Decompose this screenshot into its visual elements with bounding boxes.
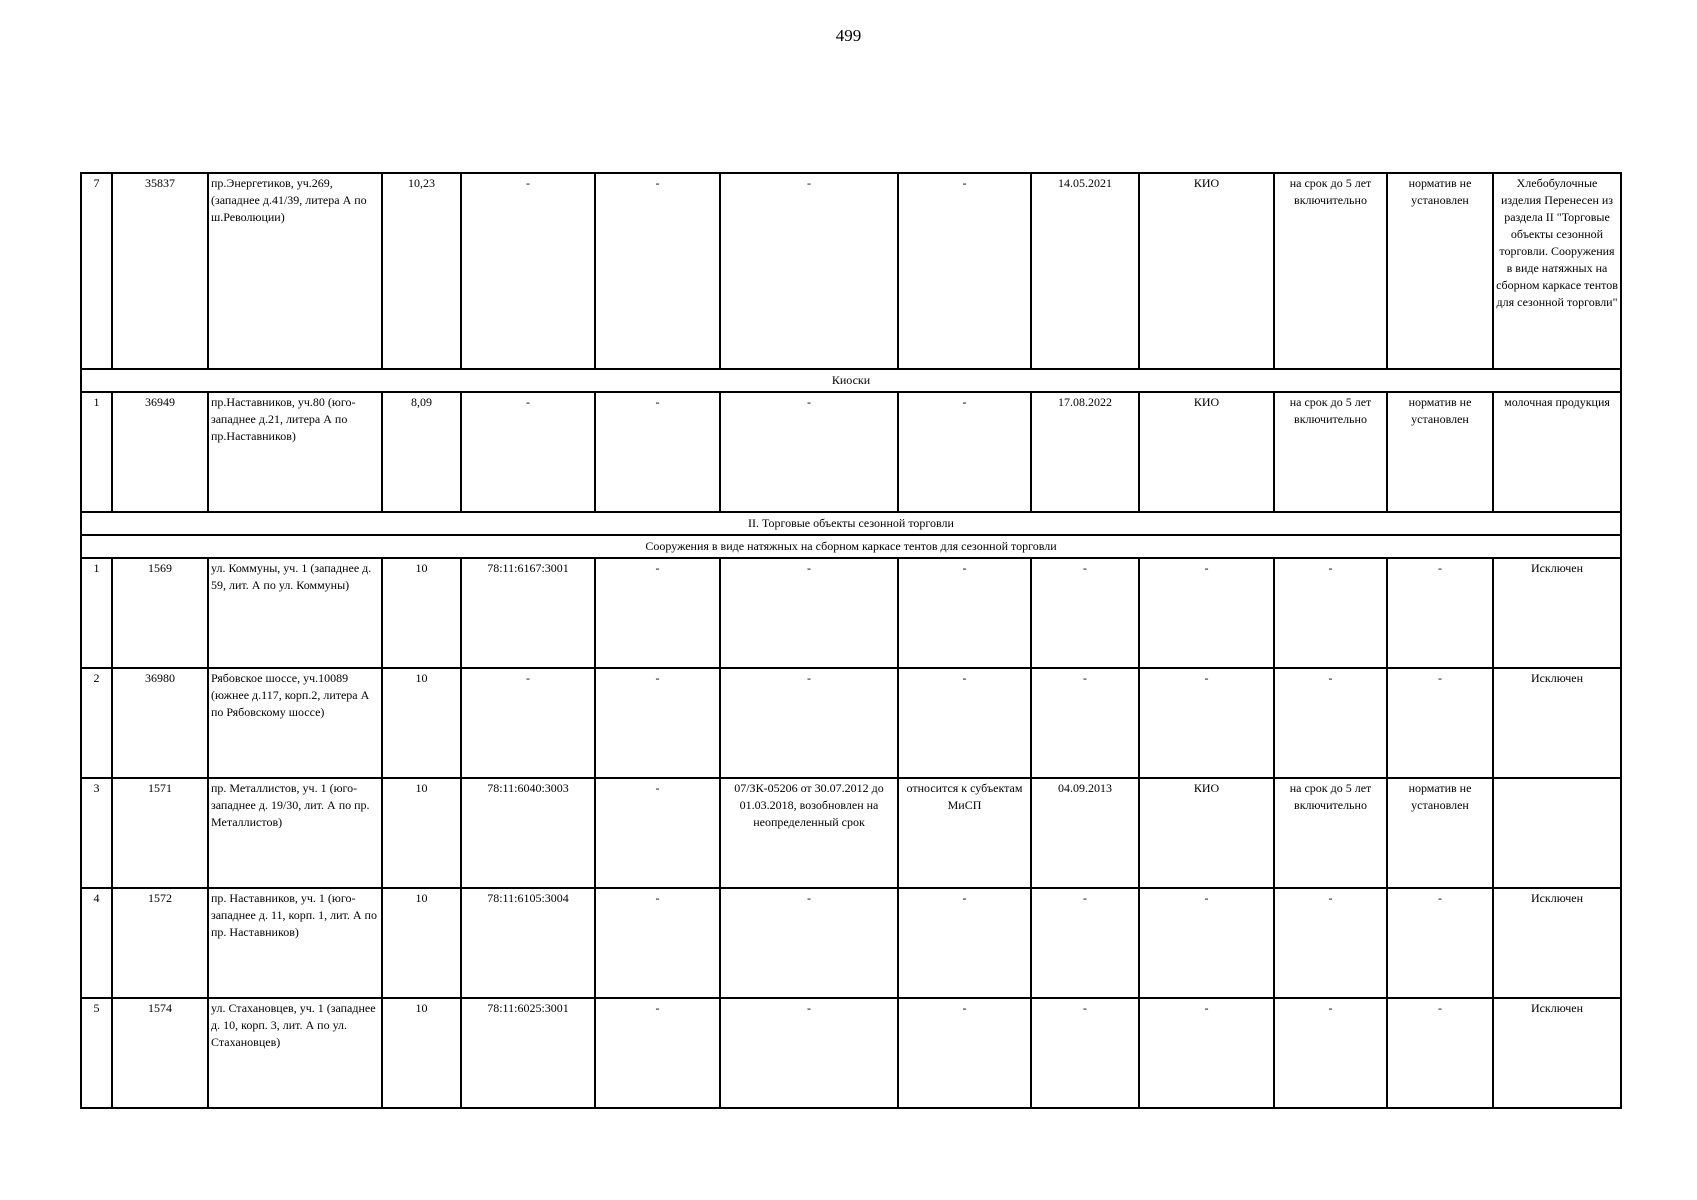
organization: - bbox=[1139, 558, 1274, 668]
table-row bbox=[81, 173, 1621, 369]
cell: - bbox=[595, 668, 720, 778]
organization: КИО bbox=[1139, 778, 1274, 888]
row-number: 4 bbox=[81, 888, 112, 998]
area: 10,23 bbox=[382, 173, 461, 369]
cadastral-number: - bbox=[461, 173, 595, 369]
area: 10 bbox=[382, 998, 461, 1108]
cadastral-number: - bbox=[461, 392, 595, 512]
table-row bbox=[81, 778, 1621, 888]
norm: норматив не установлен bbox=[1387, 778, 1493, 888]
term: - bbox=[1274, 558, 1387, 668]
cell: - bbox=[595, 888, 720, 998]
date: 14.05.2021 bbox=[1031, 173, 1139, 369]
term: - bbox=[1274, 888, 1387, 998]
section-title-seasonal: II. Торговые объекты сезонной торговли bbox=[81, 512, 1621, 535]
address: пр. Наставников, уч. 1 (юго-западнее д. 11, корп. 1, лит. А по пр. Наставников) bbox=[208, 888, 382, 998]
contract: - bbox=[720, 558, 898, 668]
note bbox=[1493, 778, 1621, 888]
organization: - bbox=[1139, 888, 1274, 998]
norm: - bbox=[1387, 668, 1493, 778]
norm: - bbox=[1387, 888, 1493, 998]
row-number: 1 bbox=[81, 392, 112, 512]
msp-status: - bbox=[898, 173, 1031, 369]
msp-status: относится к субъектам МиСП bbox=[898, 778, 1031, 888]
section-title-tents: Сооружения в виде натяжных на сборном каркасе тентов для сезонной торговли bbox=[81, 535, 1621, 558]
contract: - bbox=[720, 668, 898, 778]
area: 10 bbox=[382, 778, 461, 888]
cadastral-number: 78:11:6040:3003 bbox=[461, 778, 595, 888]
term: на срок до 5 лет включительно bbox=[1274, 392, 1387, 512]
date: - bbox=[1031, 888, 1139, 998]
address: пр.Наставников, уч.80 (юго-западнее д.21, литера А по пр.Наставников) bbox=[208, 392, 382, 512]
row-number: 2 bbox=[81, 668, 112, 778]
section-title-kiosks: Киоски bbox=[81, 369, 1621, 392]
cell: - bbox=[595, 998, 720, 1108]
date: - bbox=[1031, 558, 1139, 668]
object-id: 1572 bbox=[112, 888, 208, 998]
organization: - bbox=[1139, 668, 1274, 778]
section-row bbox=[81, 512, 1621, 535]
norm: норматив не установлен bbox=[1387, 173, 1493, 369]
table-row bbox=[81, 998, 1621, 1108]
object-id: 1569 bbox=[112, 558, 208, 668]
area: 10 bbox=[382, 558, 461, 668]
cell: - bbox=[595, 778, 720, 888]
msp-status: - bbox=[898, 392, 1031, 512]
address: ул. Стахановцев, уч. 1 (западнее д. 10, корп. 3, лит. А по ул. Стахановцев) bbox=[208, 998, 382, 1108]
table-row bbox=[81, 558, 1621, 668]
contract: - bbox=[720, 392, 898, 512]
norm: норматив не установлен bbox=[1387, 392, 1493, 512]
table-row bbox=[81, 392, 1621, 512]
msp-status: - bbox=[898, 668, 1031, 778]
note: Исключен bbox=[1493, 668, 1621, 778]
date: 17.08.2022 bbox=[1031, 392, 1139, 512]
cadastral-number: 78:11:6105:3004 bbox=[461, 888, 595, 998]
area: 8,09 bbox=[382, 392, 461, 512]
cadastral-number: - bbox=[461, 668, 595, 778]
note: Исключен bbox=[1493, 558, 1621, 668]
row-number: 5 bbox=[81, 998, 112, 1108]
date: 04.09.2013 bbox=[1031, 778, 1139, 888]
msp-status: - bbox=[898, 558, 1031, 668]
section-row bbox=[81, 535, 1621, 558]
organization: КИО bbox=[1139, 392, 1274, 512]
area: 10 bbox=[382, 888, 461, 998]
contract: 07/ЗК-05206 от 30.07.2012 до 01.03.2018, возобновлен на неопределенный срок bbox=[720, 778, 898, 888]
note: молочная продукция bbox=[1493, 392, 1621, 512]
row-number: 3 bbox=[81, 778, 112, 888]
term: - bbox=[1274, 668, 1387, 778]
object-id: 35837 bbox=[112, 173, 208, 369]
term: на срок до 5 лет включительно bbox=[1274, 778, 1387, 888]
norm: - bbox=[1387, 558, 1493, 668]
msp-status: - bbox=[898, 888, 1031, 998]
address: ул. Коммуны, уч. 1 (западнее д. 59, лит. А по ул. Коммуны) bbox=[208, 558, 382, 668]
contract: - bbox=[720, 173, 898, 369]
cadastral-number: 78:11:6167:3001 bbox=[461, 558, 595, 668]
row-number: 1 bbox=[81, 558, 112, 668]
contract: - bbox=[720, 888, 898, 998]
note: Хлебобулочные изделия Перенесен из раздела II "Торговые объекты сезонной торговли. Сооружения в виде натяжных на сборном каркасе тентов для сезонной торговли" bbox=[1493, 173, 1621, 369]
term: на срок до 5 лет включительно bbox=[1274, 173, 1387, 369]
table-row bbox=[81, 668, 1621, 778]
object-id: 1571 bbox=[112, 778, 208, 888]
contract: - bbox=[720, 998, 898, 1108]
object-id: 36980 bbox=[112, 668, 208, 778]
note: Исключен bbox=[1493, 998, 1621, 1108]
table-row bbox=[81, 888, 1621, 998]
trade-objects-table bbox=[80, 172, 1622, 1109]
area: 10 bbox=[382, 668, 461, 778]
note: Исключен bbox=[1493, 888, 1621, 998]
cell: - bbox=[595, 392, 720, 512]
organization: - bbox=[1139, 998, 1274, 1108]
row-number: 7 bbox=[81, 173, 112, 369]
date: - bbox=[1031, 998, 1139, 1108]
term: - bbox=[1274, 998, 1387, 1108]
section-row bbox=[81, 369, 1621, 392]
address: пр.Энергетиков, уч.269, (западнее д.41/39, литера А по ш.Революции) bbox=[208, 173, 382, 369]
object-id: 36949 bbox=[112, 392, 208, 512]
cell: - bbox=[595, 173, 720, 369]
object-id: 1574 bbox=[112, 998, 208, 1108]
msp-status: - bbox=[898, 998, 1031, 1108]
address: Рябовское шоссе, уч.10089 (южнее д.117, корп.2, литера А по Рябовскому шоссе) bbox=[208, 668, 382, 778]
norm: - bbox=[1387, 998, 1493, 1108]
address: пр. Металлистов, уч. 1 (юго-западнее д. 19/30, лит. А по пр. Металлистов) bbox=[208, 778, 382, 888]
date: - bbox=[1031, 668, 1139, 778]
cell: - bbox=[595, 558, 720, 668]
cadastral-number: 78:11:6025:3001 bbox=[461, 998, 595, 1108]
page-number: 499 bbox=[835, 26, 862, 45]
organization: КИО bbox=[1139, 173, 1274, 369]
